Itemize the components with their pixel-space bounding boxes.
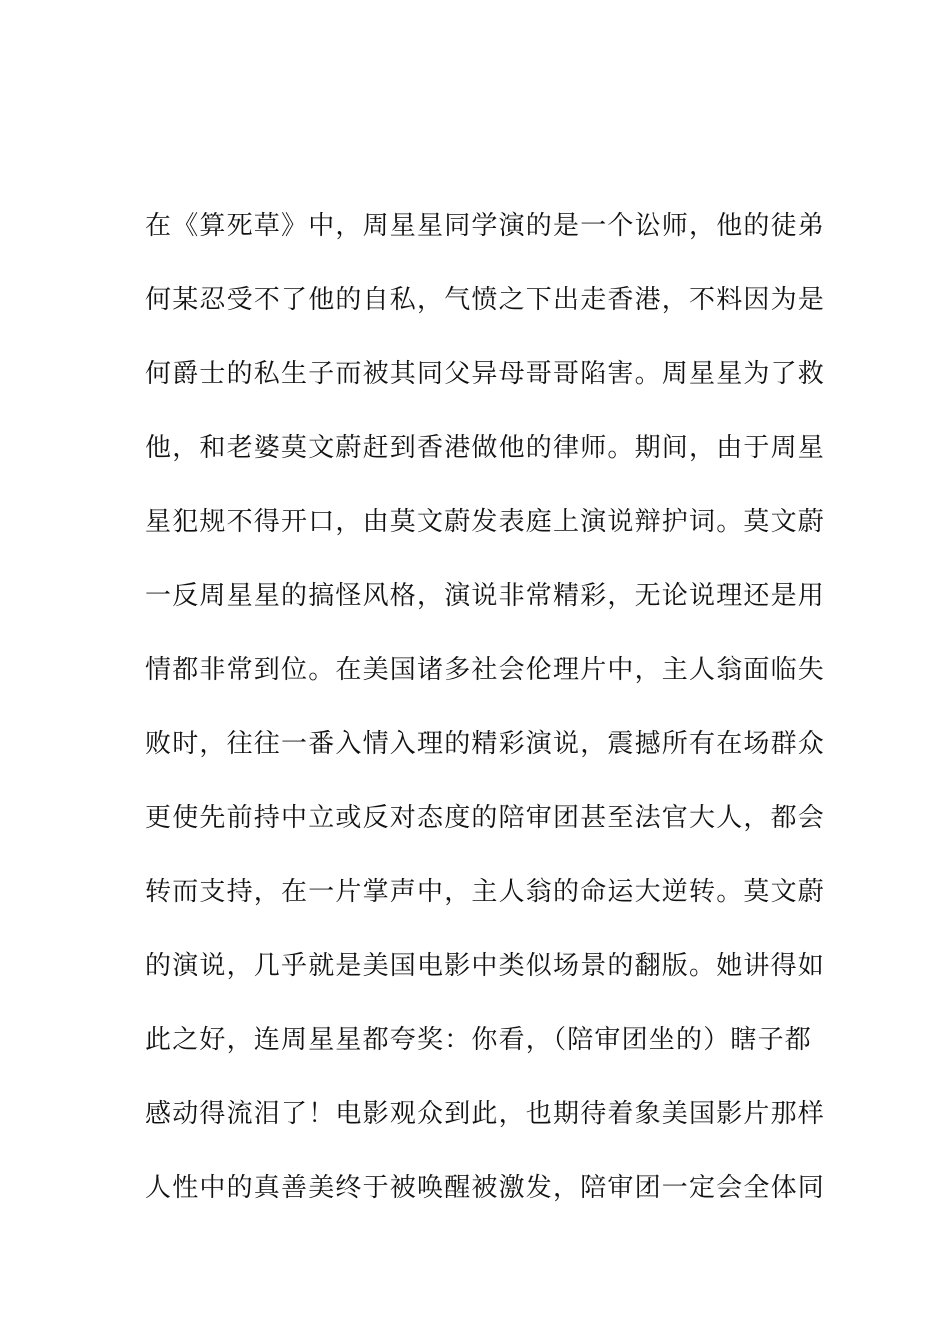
text-line: 转而支持，在一片掌声中，主人翁的命运大逆转。莫文蔚 — [145, 877, 826, 907]
text-line: 的演说，几乎就是美国电影中类似场景的翻版。她讲得如 — [145, 951, 826, 981]
text-line: 更使先前持中立或反对态度的陪审团甚至法官大人，都会 — [145, 803, 826, 833]
text-line: 情都非常到位。在美国诸多社会伦理片中，主人翁面临失 — [145, 655, 826, 685]
text-line: 何某忍受不了他的自私，气愤之下出走香港，不料因为是 — [145, 285, 826, 315]
text-line: 在《算死草》中，周星星同学演的是一个讼师，他的徒弟 — [145, 211, 826, 241]
text-line: 一反周星星的搞怪风格，演说非常精彩，无论说理还是用 — [145, 581, 826, 611]
body-paragraph — [145, 200, 826, 1236]
text-line: 何爵士的私生子而被其同父异母哥哥陷害。周星星为了救 — [145, 359, 826, 389]
text-line: 此之好，连周星星都夸奖：你看，（陪审团坐的）瞎子都 — [145, 1025, 813, 1055]
text-line: 他，和老婆莫文蔚赶到香港做他的律师。期间，由于周星 — [145, 433, 826, 463]
text-line: 星犯规不得开口，由莫文蔚发表庭上演说辩护词。莫文蔚 — [145, 507, 826, 537]
text-line: 感动得流泪了！电影观众到此，也期待着象美国影片那样 — [145, 1099, 826, 1129]
text-line: 败时，往往一番入情入理的精彩演说，震撼所有在场群众 — [145, 729, 826, 759]
text-line: 人性中的真善美终于被唤醒被激发，陪审团一定会全体同 — [145, 1173, 826, 1203]
